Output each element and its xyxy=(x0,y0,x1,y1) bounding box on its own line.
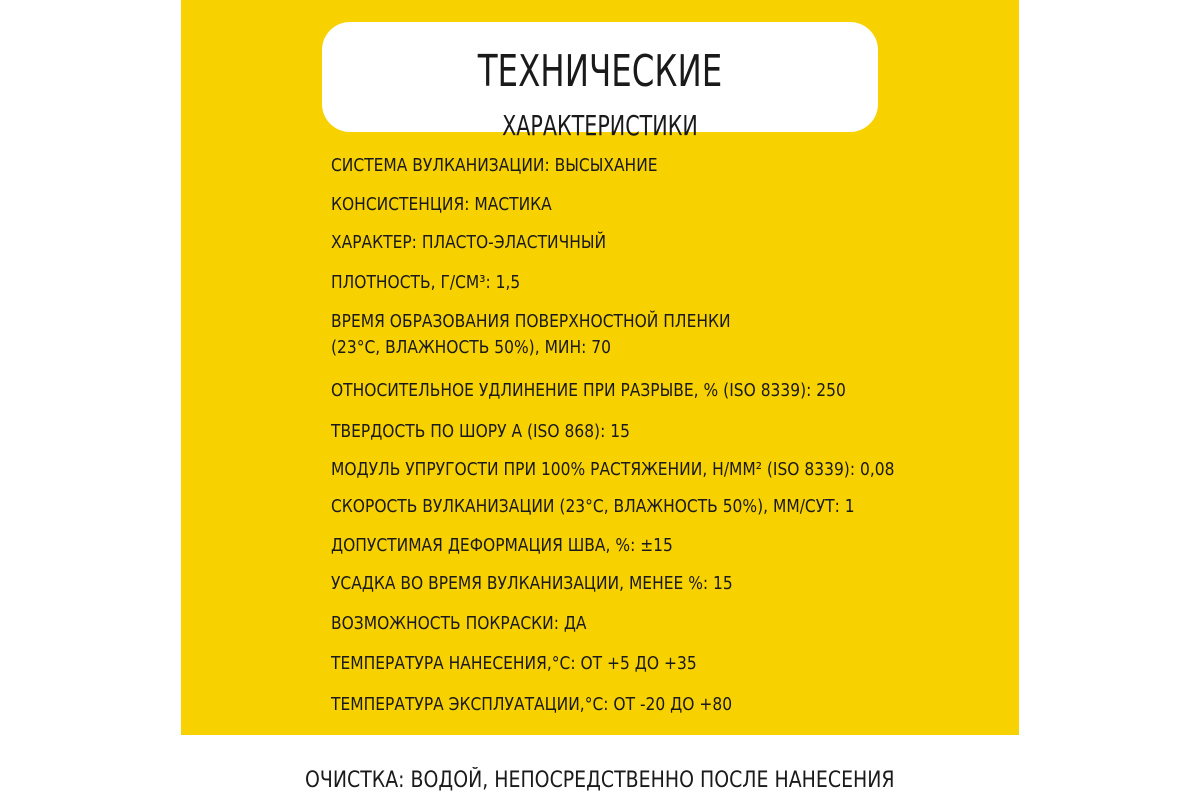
title-box xyxy=(322,22,878,142)
title-sub: ХАРАКТЕРИСТИКИ xyxy=(502,109,698,142)
spec-density: ПЛОТНОСТЬ, Г/СМ³: 1,5 xyxy=(331,272,521,293)
spec-shore-hardness: ТВЕРДОСТЬ ПО ШОРУ А (ISO 868): 15 xyxy=(331,421,630,442)
spec-consistency: КОНСИСТЕНЦИЯ: МАСТИКА xyxy=(331,194,552,215)
title-main: ТЕХНИЧЕСКИЕ xyxy=(477,46,723,97)
spec-skin-time-line2: (23°С, ВЛАЖНОСТЬ 50%), МИН: 70 xyxy=(331,337,611,358)
spec-joint-deformation: ДОПУСТИМАЯ ДЕФОРМАЦИЯ ШВА, %: ±15 xyxy=(331,535,673,556)
spec-vulcanization-system: СИСТЕМА ВУЛКАНИЗАЦИИ: ВЫСЫХАНИЕ xyxy=(331,155,658,176)
spec-paintability: ВОЗМОЖНОСТЬ ПОКРАСКИ: ДА xyxy=(331,613,587,634)
spec-application-temperature: ТЕМПЕРАТУРА НАНЕСЕНИЯ,°С: ОТ +5 ДО +35 xyxy=(331,653,697,674)
spec-elongation: ОТНОСИТЕЛЬНОЕ УДЛИНЕНИЕ ПРИ РАЗРЫВЕ, % (ISO 8339): 250 xyxy=(331,380,846,401)
footer-text: ОЧИСТКА: ВОДОЙ, НЕПОСРЕДСТВЕННО ПОСЛЕ НАНЕСЕНИЯ xyxy=(305,768,895,793)
spec-cure-rate: СКОРОСТЬ ВУЛКАНИЗАЦИИ (23°С, ВЛАЖНОСТЬ 50%), ММ/СУТ: 1 xyxy=(331,496,855,517)
footer-cleaning-note xyxy=(0,768,1200,794)
spec-character: ХАРАКТЕР: ПЛАСТО-ЭЛАСТИЧНЫЙ xyxy=(331,232,607,253)
spec-skin-time-line1: ВРЕМЯ ОБРАЗОВАНИЯ ПОВЕРХНОСТНОЙ ПЛЕНКИ xyxy=(331,311,731,332)
spec-service-temperature: ТЕМПЕРАТУРА ЭКСПЛУАТАЦИИ,°С: ОТ -20 ДО +80 xyxy=(331,694,733,715)
spec-shrinkage: УСАДКА ВО ВРЕМЯ ВУЛКАНИЗАЦИИ, МЕНЕЕ %: 15 xyxy=(331,573,733,594)
spec-elastic-modulus: МОДУЛЬ УПРУГОСТИ ПРИ 100% РАСТЯЖЕНИИ, Н/ММ² (ISO 8339): 0,08 xyxy=(331,459,895,480)
